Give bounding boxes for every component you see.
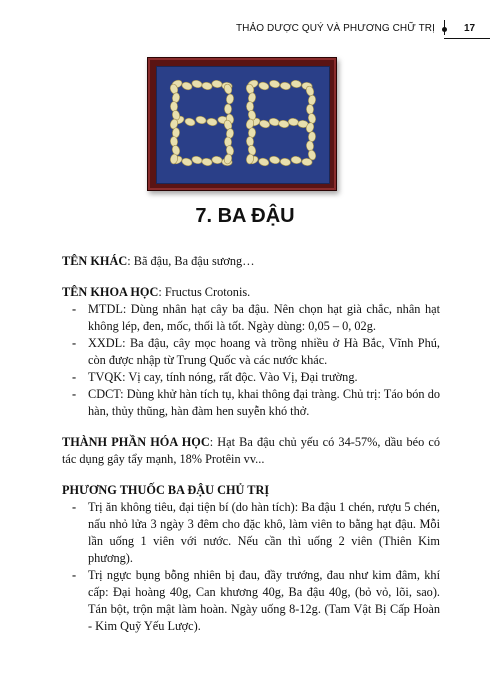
list-item: - Trị ngực bụng bỗng nhiên bị đau, đầy trướng, đau như kim đâm, khí cấp: Đại hoàng 40g, Can khương 40g, Ba đậu 40g, (bỏ vỏ, lõi, sao). Tán bột, trộn mật làm hoàn. Ngày uống 8-12g. (Tam Vật Bị Cấp Hoàn - Kim Quỹ Yếu Lược). [72,568,440,633]
seed-arrangement [157,67,329,183]
list-item-text: TVQK: Vị cay, tính nóng, rất độc. Vào Vị, Đại trường. [88,370,358,384]
header-bullet [442,27,447,32]
seed-photo-background [156,66,330,184]
article-body [62,253,440,635]
list-item-text: XXDL: Ba đậu, cây mọc hoang và trồng nhiều ở Hà Bắc, Vĩnh Phú, còn được nhập từ Trung Quốc và các nước khác. [88,336,440,367]
list-item: - CDCT: Dùng khử hàn tích tụ, khai thông đại tràng. Chủ trị: Táo bón do hàn, thủy thũng, hàn đàm hen suyễn khó thở. [72,387,440,418]
thanh-phan-paragraph [62,434,440,468]
thanh-phan-label: THÀNH PHẦN HÓA HỌC [62,435,210,449]
thanh-phan-text: : Hạt Ba đậu chủ yếu có 34-57%, dầu béo có tác dụng gây tẩy mạnh, 18% Protêin vv... [62,435,440,466]
phuong-thuoc-list [62,499,440,635]
list-item-text: Trị ăn không tiêu, đại tiện bí (do hàn tích): Ba đậu 1 chén, rượu 5 chén, nấu nhỏ lửa 3 ngày 3 đêm cho đặc khô, làm viên to bằng hạt đậu. Mỗi lần uống 1 viên với nước. Nếu cần thì uống 2 viên (Thiên Kim phương). [88,500,440,565]
page-number: 17 [464,23,476,34]
chapter-title: 7. BA ĐẬU [195,205,295,227]
list-item-text: CDCT: Dùng khử hàn tích tụ, khai thông đại tràng. Chủ trị: Táo bón do hàn, thủy thũng, hàn đàm hen suyễn khó thở. [88,387,440,418]
ten-khac-text: : Bã đậu, Ba đậu sương… [127,254,255,268]
ten-khac-label: TÊN KHÁC [62,254,128,268]
list-item: - XXDL: Ba đậu, cây mọc hoang và trồng nhiều ở Hà Bắc, Vĩnh Phú, còn được nhập từ Trung Quốc và các nước khác. [72,336,440,367]
ten-khoa-hoc-line [62,284,440,301]
list-item: - TVQK: Vị cay, tính nóng, rất độc. Vào Vị, Đại trường. [72,370,358,384]
running-header: THẢO DƯỢC QUÝ VÀ PHƯƠNG CHỮ TRỊ [235,23,435,34]
list-item-text: Trị ngực bụng bỗng nhiên bị đau, đầy trướng, đau như kim đâm, khí cấp: Đại hoàng 40g, Can khương 40g, Ba đậu 40g, (bỏ vỏ, lõi, sao). Tán bột, trộn mật làm hoàn. Ngày uống 8-12g. (Tam Vật Bị Cấp Hoàn - Kim Quỹ Yếu Lược). [88,568,440,633]
ten-khoa-hoc-list [62,301,440,420]
ten-khac-line [62,253,440,270]
list-item: - Trị ăn không tiêu, đại tiện bí (do hàn tích): Ba đậu 1 chén, rượu 5 chén, nấu nhỏ lửa 3 ngày 3 đêm cho đặc khô, làm viên to bằng hạt đậu. Mỗi lần uống 1 viên với nước. Nếu cần thì uống 2 viên (Thiên Kim phương). [72,500,440,565]
ten-khoa-hoc-label: TÊN KHOA HỌC [62,285,159,299]
ten-khoa-hoc-text: : Fructus Crotonis. [158,285,251,299]
seed-photo [147,57,337,191]
list-item-text: MTDL: Dùng nhân hạt cây ba đậu. Nên chọn hạt già chắc, nhân hạt không lép, đen, mốc, thối là tốt. Ngày dùng: 0,05 – 0, 02g. [88,302,440,333]
phuong-thuoc-heading: PHƯƠNG THUỐC BA ĐẬU CHỦ TRỊ [62,483,270,497]
header-rule [444,38,490,39]
list-item: - MTDL: Dùng nhân hạt cây ba đậu. Nên chọn hạt già chắc, nhân hạt không lép, đen, mốc, thối là tốt. Ngày dùng: 0,05 – 0, 02g. [72,302,440,333]
